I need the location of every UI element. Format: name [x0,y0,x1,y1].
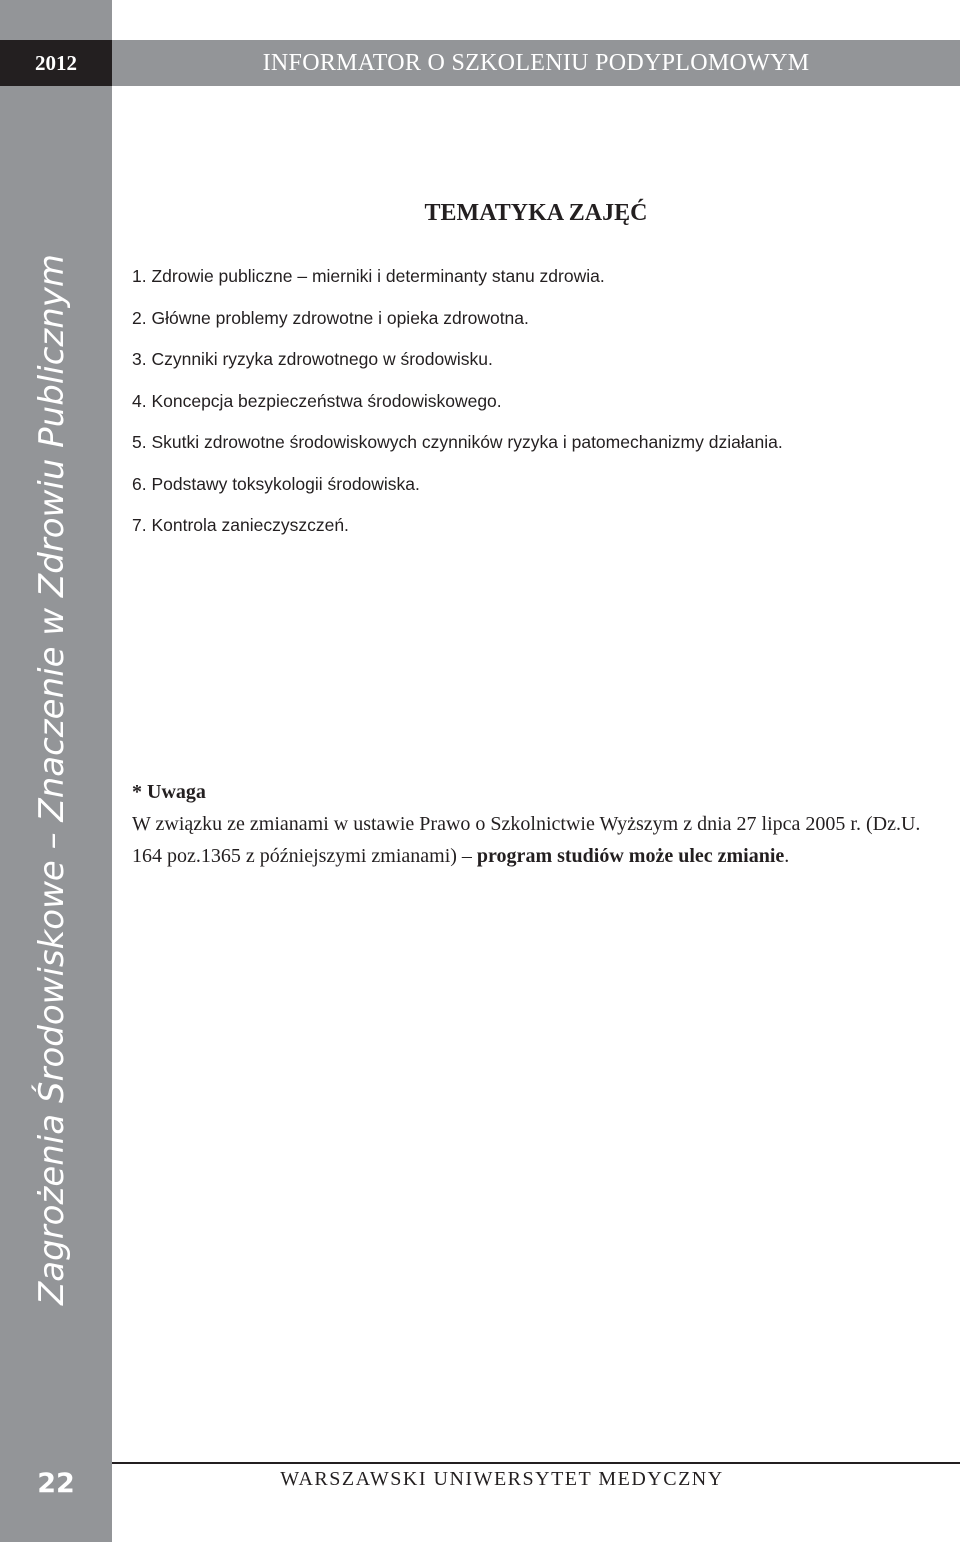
header-title: INFORMATOR O SZKOLENIU PODYPLOMOWYM [112,40,960,86]
note-emphasis: program studiów może ulec zmianie [476,845,785,867]
sidebar-vertical-title: Zagrożenia Środowiskowe – Znaczenie w Zdrowiu Publicznym [32,253,72,1305]
year-label: 2012 [0,40,112,86]
list-item: 2. Główne problemy zdrowotne i opieka zdrowotna. [132,307,529,328]
section-title: TEMATYKA ZAJĘĆ [424,200,648,226]
note-body [132,808,952,872]
note-text: W związku ze zmianami w ustawie Prawo o Szkolnictwie Wyższym z dnia 27 lipca 2005 r. (Dz.U. 164 poz.1365 z późniejszymi zmianami) – [132,813,921,867]
page-number: 22 [37,1468,75,1499]
footer-university-name: WARSZAWSKI UNIWERSYTET MEDYCZNY [280,1468,724,1490]
list-item: 3. Czynniki ryzyka zdrowotnego w środowisku. [132,349,493,369]
footer-divider [112,1462,960,1464]
list-item: 6. Podstawy toksykologii środowiska. [132,473,420,494]
note-end: . [784,845,790,867]
list-item: 7. Kontrola zanieczyszczeń. [132,515,349,535]
note-block [132,776,952,872]
topic-list [132,260,952,551]
list-item: 1. Zdrowie publiczne – mierniki i determinanty stanu zdrowia. [132,266,605,286]
note-heading: * Uwaga [132,781,206,803]
list-item: 5. Skutki zdrowotne środowiskowych czynników ryzyka i patomechanizmy działania. [132,432,783,452]
list-item: 4. Koncepcja bezpieczeństwa środowiskowego. [132,390,502,411]
